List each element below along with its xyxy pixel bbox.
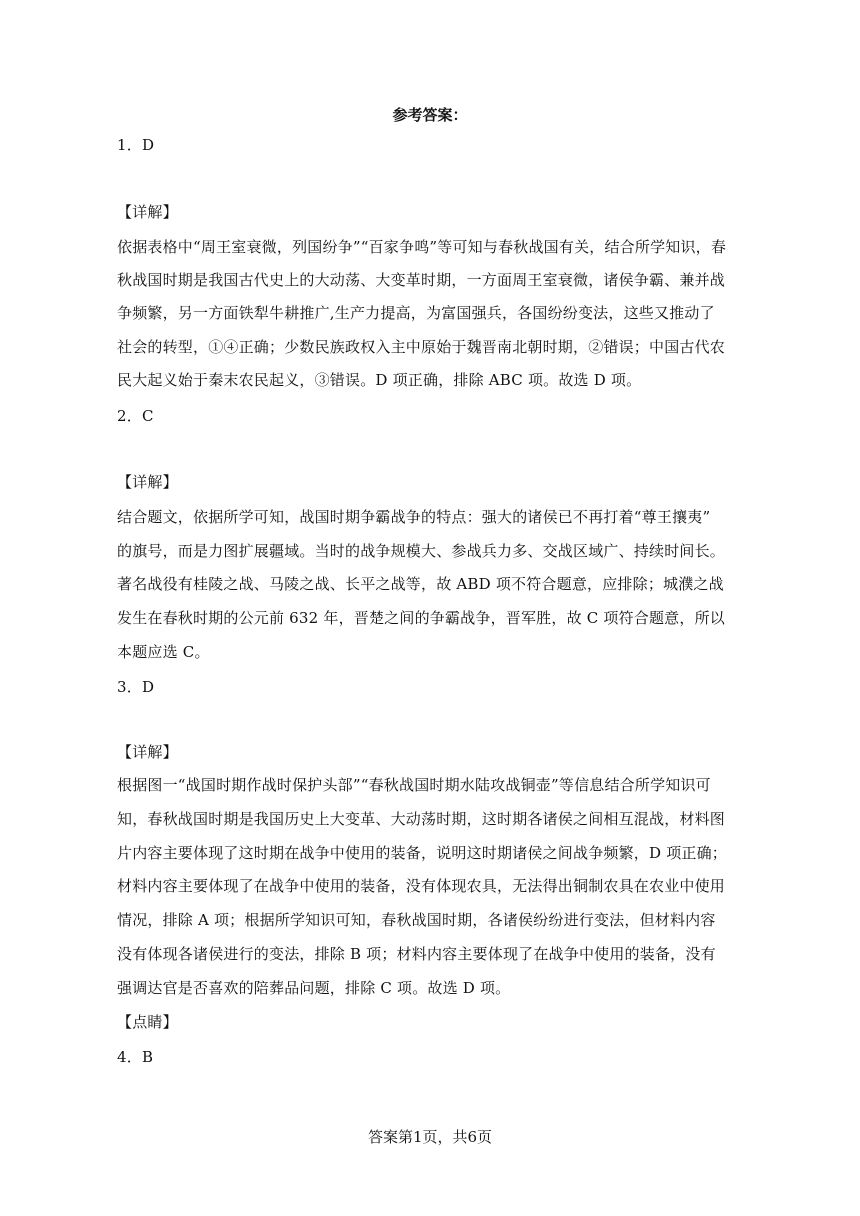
detail-line: 发生在春秋时期的公元前 632 年，晋楚之间的争霸战争，晋军胜，故 C 项符合题意，所以	[117, 609, 725, 627]
detail-label-3: 【详解】	[117, 743, 178, 761]
page-title: 参考答案：	[392, 106, 468, 124]
detail-line: 结合题文，依据所学可知，战国时期争霸战争的特点：强大的诸侯已不再打着“尊王攘夷”	[117, 508, 711, 526]
answer-number-1: 1．D	[117, 136, 155, 154]
detail-line: 争频繁，另一方面铁犁牛耕推广,生产力提高，为富国强兵，各国纷纷变法，这些又推动了	[117, 304, 715, 322]
detail-line: 依据表格中“周王室衰微，列国纷争”“百家争鸣”等可知与春秋战国有关，结合所学知识，春	[117, 238, 727, 256]
detail-line: 知，春秋战国时期是我国历史上大变革、大动荡时期，这时期各诸侯之间相互混战，材料图	[117, 810, 726, 828]
detail-line: 根据图一“战国时期作战时保护头部”“春秋战国时期水陆攻战铜壶”等信息结合所学知识可	[117, 776, 711, 794]
detail-line: 民大起义始于秦末农民起义，③错误。D 项正确，排除 ABC 项。故选 D 项。	[117, 371, 642, 389]
detail-line: 强调达官是否喜欢的陪葬品问题，排除 C 项。故选 D 项。	[117, 979, 511, 997]
detail-line: 秋战国时期是我国古代史上的大动荡、大变革时期，一方面周王室衰微，诸侯争霸、兼并战	[117, 271, 726, 289]
detail-label-2: 【详解】	[117, 473, 178, 491]
remark-label-3: 【点睛】	[117, 1013, 178, 1031]
detail-line: 社会的转型，①④正确；少数民族政权入主中原始于魏晋南北朝时期，②错误；中国古代农	[117, 338, 726, 356]
detail-label-1: 【详解】	[117, 203, 178, 221]
answer-number-4: 4．B	[117, 1048, 154, 1066]
answer-number-3: 3．D	[117, 678, 155, 696]
detail-line: 材料内容主要体现了在战争中使用的装备，没有体现农具，无法得出铜制农具在农业中使用	[117, 877, 726, 895]
page-footer: 答案第1页，共6页	[367, 1128, 493, 1146]
detail-line: 的旗号，而是力图扩展疆域。当时的战争规模大、参战兵力多、交战区域广、持续时间长。	[117, 542, 726, 560]
detail-line: 著名战役有桂陵之战、马陵之战、长平之战等，故 ABD 项不符合题意，应排除；城濮之战	[117, 575, 724, 593]
detail-line: 片内容主要体现了这时期在战争中使用的装备，说明这时期诸侯之间战争频繁，D 项正确；	[117, 844, 727, 862]
detail-line: 没有体现各诸侯进行的变法，排除 B 项；材料内容主要体现了在战争中使用的装备，没有	[117, 945, 716, 963]
answer-number-2: 2．C	[117, 407, 154, 425]
detail-line: 本题应选 C。	[117, 643, 210, 661]
detail-line: 情况，排除 A 项；根据所学知识可知，春秋战国时期，各诸侯纷纷进行变法，但材料内容	[117, 911, 716, 929]
